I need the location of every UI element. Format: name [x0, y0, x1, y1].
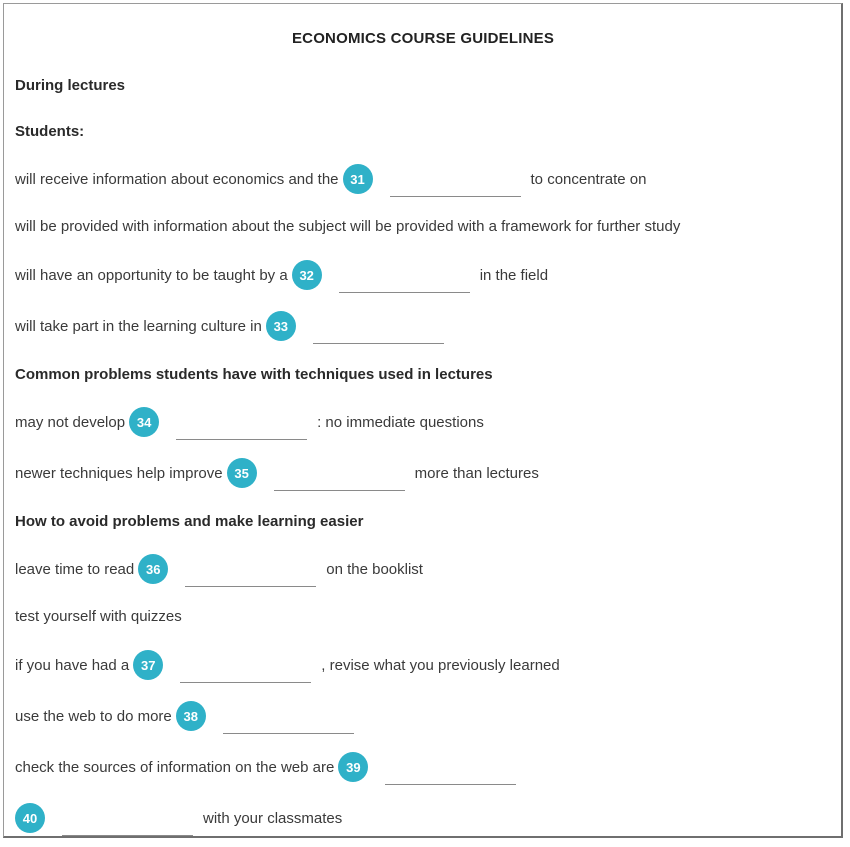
- answer-blank-31[interactable]: [390, 174, 521, 197]
- statement-quizzes: test yourself with quizzes: [15, 607, 182, 625]
- question-text-after: to concentrate on: [530, 170, 647, 188]
- question-number-badge: 39: [338, 752, 368, 782]
- question-text: may not develop: [15, 413, 126, 431]
- answer-blank-33[interactable]: [313, 321, 444, 344]
- page-title: ECONOMICS COURSE GUIDELINES: [291, 30, 555, 47]
- question-row-32: [15, 259, 548, 291]
- answer-input-37[interactable]: [180, 660, 311, 682]
- answer-input-32[interactable]: [339, 270, 470, 292]
- question-text: will take part in the learning culture in: [15, 317, 262, 335]
- question-number-badge: 33: [266, 311, 296, 341]
- answer-blank-40[interactable]: [62, 813, 193, 836]
- question-row-31: [15, 163, 646, 195]
- answer-input-40[interactable]: [62, 813, 193, 835]
- answer-input-36[interactable]: [185, 564, 316, 586]
- answer-blank-34[interactable]: [176, 417, 307, 440]
- question-number-badge: 32: [292, 260, 322, 290]
- question-row-38: [15, 700, 364, 732]
- question-text: will have an opportunity to be taught by a: [15, 266, 288, 284]
- answer-input-35[interactable]: [274, 468, 405, 490]
- question-row-39: [15, 751, 526, 783]
- section-heading-students: Students:: [15, 122, 85, 140]
- question-text: leave time to read: [15, 560, 135, 578]
- answer-input-33[interactable]: [313, 321, 444, 343]
- question-text-after: on the booklist: [326, 560, 423, 578]
- question-text: will receive information about economics and the: [15, 170, 339, 188]
- question-number-badge: 37: [133, 650, 163, 680]
- question-number-badge: 35: [227, 458, 257, 488]
- answer-input-31[interactable]: [390, 174, 521, 196]
- question-text-after: with your classmates: [203, 809, 343, 827]
- answer-blank-38[interactable]: [223, 711, 354, 734]
- question-text: newer techniques help improve: [15, 464, 223, 482]
- answer-blank-39[interactable]: [385, 762, 516, 785]
- section-heading-during-lectures: During lectures: [15, 76, 126, 94]
- question-text-after: in the field: [479, 266, 549, 284]
- section-heading-problems: Common problems students have with techniques used in lectures: [15, 365, 493, 383]
- answer-blank-37[interactable]: [180, 660, 311, 683]
- statement-framework: will be provided with information about the subject will be provided with a framework for further study: [15, 217, 681, 235]
- question-row-40: [15, 802, 342, 834]
- answer-blank-35[interactable]: [274, 468, 405, 491]
- answer-input-39[interactable]: [385, 762, 516, 784]
- answer-blank-36[interactable]: [185, 564, 316, 587]
- question-text: check the sources of information on the web are: [15, 758, 335, 776]
- question-row-34: [15, 406, 484, 438]
- answer-blank-32[interactable]: [339, 270, 470, 293]
- answer-input-34[interactable]: [176, 417, 307, 439]
- question-text: use the web to do more: [15, 707, 172, 725]
- answer-input-38[interactable]: [223, 711, 354, 733]
- question-number-badge: 40: [15, 803, 45, 833]
- question-row-35: [15, 457, 539, 489]
- question-row-33: [15, 310, 454, 342]
- question-number-badge: 34: [129, 407, 159, 437]
- question-number-badge: 31: [343, 164, 373, 194]
- question-row-36: [15, 553, 423, 585]
- question-text-after: , revise what you previously learned: [321, 656, 560, 674]
- question-text-after: : no immediate questions: [317, 413, 484, 431]
- section-heading-avoid: How to avoid problems and make learning easier: [15, 512, 364, 530]
- question-row-37: [15, 649, 560, 681]
- question-number-badge: 38: [176, 701, 206, 731]
- question-text: if you have had a: [15, 656, 130, 674]
- question-text-after: more than lectures: [414, 464, 539, 482]
- question-number-badge: 36: [138, 554, 168, 584]
